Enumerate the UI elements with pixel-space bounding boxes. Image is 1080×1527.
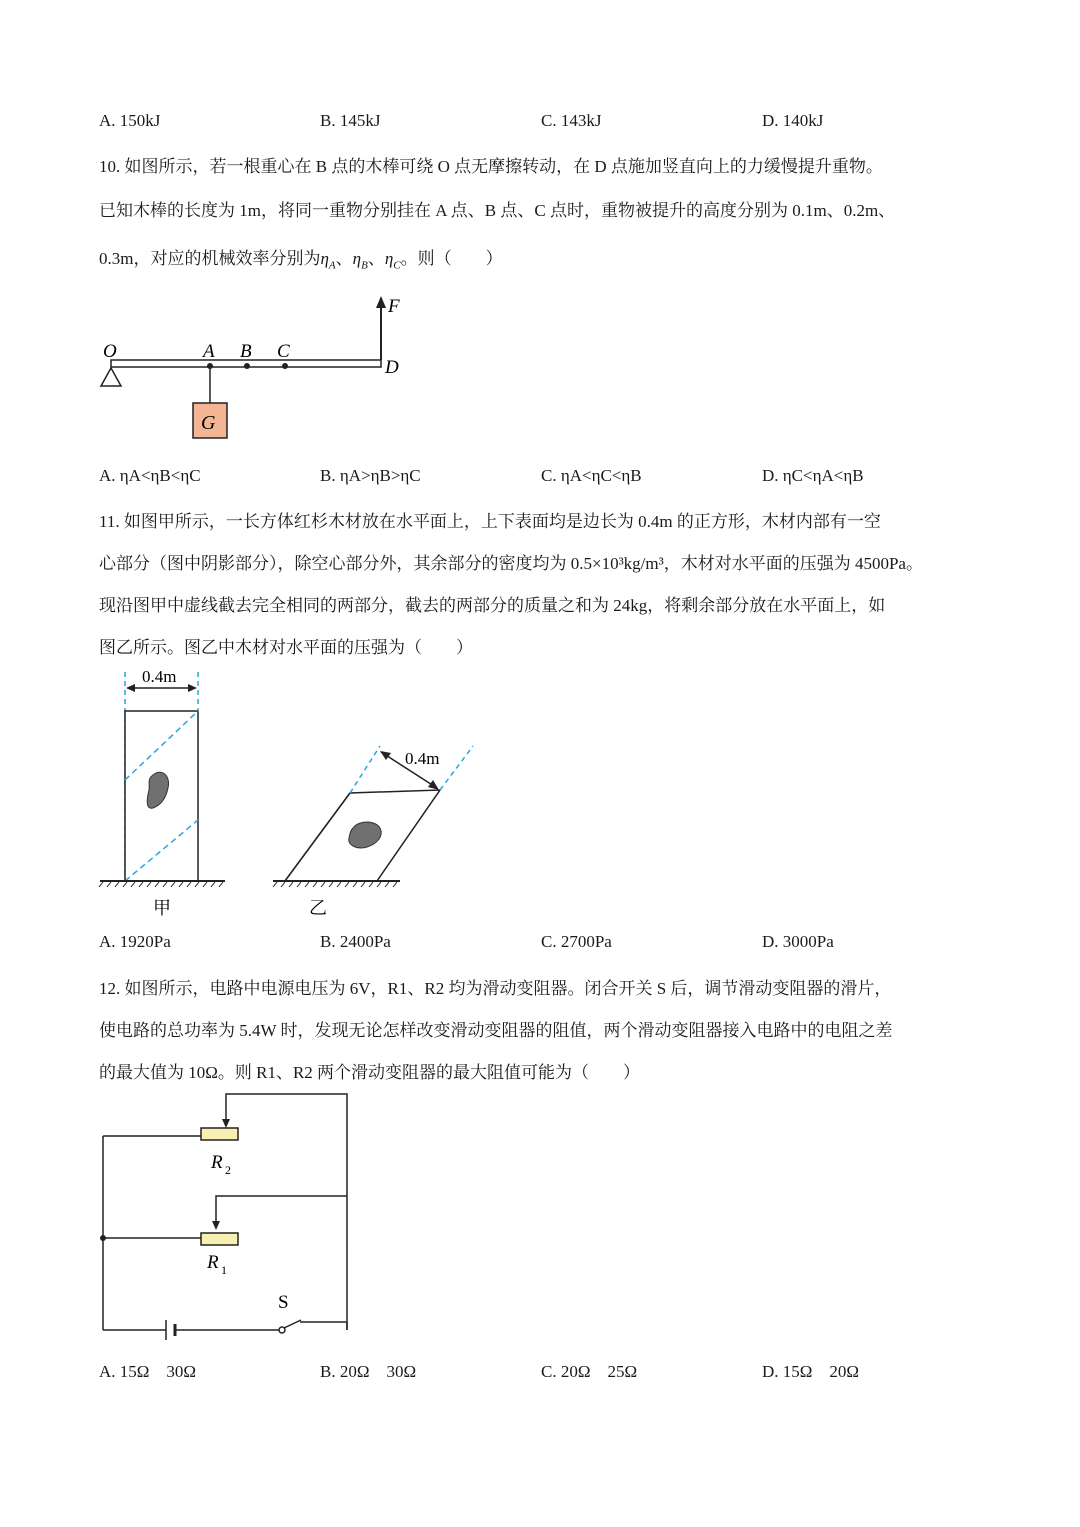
label-o: O bbox=[103, 341, 117, 362]
q9-option-a: A. 150kJ bbox=[99, 111, 161, 130]
label-switch: S bbox=[278, 1292, 289, 1313]
q12-option-b: B. 20Ω 30Ω bbox=[320, 1362, 417, 1381]
dim-label-jia: 0.4m bbox=[142, 667, 177, 686]
q10-option-a: A. ηA<ηB<ηC bbox=[99, 466, 201, 485]
q12-text-line-2: 使电路的总功率为 5.4W 时，发现无论怎样改变滑动变阻器的阻值，两个滑动变阻器接入电路中的电阻之差 bbox=[99, 1021, 893, 1040]
label-a: A bbox=[203, 341, 215, 362]
q10-text-line-2: 已知木棒的长度为 1m，将同一重物分别挂在 A 点、B 点、C 点时，重物被提升的高度分别为 0.1m、0.2m、 bbox=[99, 201, 896, 220]
ground-hatch-jia bbox=[99, 882, 223, 887]
caption-jia: 甲 bbox=[153, 898, 171, 918]
q10-option-d: D. ηC<ηA<ηB bbox=[762, 466, 864, 485]
label-c: C bbox=[277, 341, 290, 362]
r2-slider-arrow-icon bbox=[222, 1119, 230, 1128]
junction-dot bbox=[100, 1235, 106, 1241]
q11-option-c: C. 2700Pa bbox=[541, 932, 612, 951]
label-r2-sub: 2 bbox=[225, 1163, 231, 1177]
q11-text-line-1: 11. 如图甲所示，一长方体红杉木材放在水平面上，上下表面均是边长为 0.4m 的正方形，木材内部有一空 bbox=[99, 512, 881, 531]
q12-option-d: D. 15Ω 20Ω bbox=[762, 1362, 860, 1381]
label-g: G bbox=[201, 412, 216, 434]
dim-arrowhead-right-icon bbox=[188, 684, 197, 692]
lever-figure bbox=[95, 290, 415, 450]
q12-text-line-3: 的最大值为 10Ω。则 R1、R2 两个滑动变阻器的最大阻值可能为（ ） bbox=[99, 1063, 641, 1082]
point-c bbox=[282, 363, 288, 369]
q10-text-line-3: 0.3m，对应的机械效率分别为$\eta_A$、$\eta_B$、$\eta_C$。则（ ） bbox=[99, 249, 503, 272]
q9-option-b: B. 145kJ bbox=[320, 111, 381, 130]
q11-option-a: A. 1920Pa bbox=[99, 932, 171, 951]
q12-text-line-1: 12. 如图所示，电路中电源电压为 6V，R1、R2 均为滑动变阻器。闭合开关 S 后，调节滑动变阻器的滑片， bbox=[99, 979, 892, 998]
switch-lever bbox=[284, 1320, 301, 1328]
q12-option-c: C. 20Ω 25Ω bbox=[541, 1362, 638, 1381]
circuit-figure bbox=[95, 1088, 360, 1343]
q10-option-b: B. ηA>ηB>ηC bbox=[320, 466, 421, 485]
resistor-r1 bbox=[201, 1233, 238, 1245]
q9-option-c: C. 143kJ bbox=[541, 111, 602, 130]
wood-figure bbox=[95, 660, 485, 925]
dim-ext-yi-right bbox=[440, 746, 473, 790]
q9-option-d: D. 140kJ bbox=[762, 111, 824, 130]
dim-arrowhead-yi-upper-icon bbox=[380, 751, 391, 760]
resistor-r2 bbox=[201, 1128, 238, 1140]
label-d: D bbox=[385, 357, 399, 378]
q11-text-line-2: 心部分（图中阴影部分），除空心部分外，其余部分的密度均为 0.5×10³kg/m³，木材对水平面的压强为 4500Pa。 bbox=[99, 554, 923, 573]
q10-text-line-1: 10. 如图所示，若一根重心在 B 点的木棒可绕 O 点无摩擦转动，在 D 点施加竖直向上的力缓慢提升重物。 bbox=[99, 157, 883, 176]
label-r1-sub: 1 bbox=[221, 1263, 227, 1277]
q11-option-d: D. 3000Pa bbox=[762, 932, 834, 951]
dim-arrowhead-left-icon bbox=[126, 684, 135, 692]
q11-text-line-4: 图乙所示。图乙中木材对水平面的压强为（ ） bbox=[99, 638, 473, 657]
dim-arrowhead-yi-lower-icon bbox=[428, 780, 439, 790]
force-arrow-icon bbox=[376, 296, 386, 308]
q10-option-c: C. ηA<ηC<ηB bbox=[541, 466, 642, 485]
pivot-triangle-icon bbox=[101, 368, 121, 386]
q11-text-line-3: 现沿图甲中虚线截去完全相同的两部分，截去的两部分的质量之和为 24kg，将剩余部分放在水平面上，如 bbox=[99, 596, 886, 615]
dim-label-yi: 0.4m bbox=[405, 749, 440, 768]
label-r1: R bbox=[207, 1252, 219, 1273]
label-r2: R bbox=[211, 1152, 223, 1173]
q11-option-b: B. 2400Pa bbox=[320, 932, 391, 951]
ground-hatch-yi bbox=[273, 882, 397, 887]
r1-slider-arrow-icon bbox=[212, 1221, 220, 1230]
point-b bbox=[244, 363, 250, 369]
label-b: B bbox=[240, 341, 252, 362]
q12-option-a: A. 15Ω 30Ω bbox=[99, 1362, 197, 1381]
label-f: F bbox=[388, 296, 400, 317]
dim-ext-yi-left bbox=[350, 746, 380, 793]
caption-yi: 乙 bbox=[309, 898, 327, 918]
